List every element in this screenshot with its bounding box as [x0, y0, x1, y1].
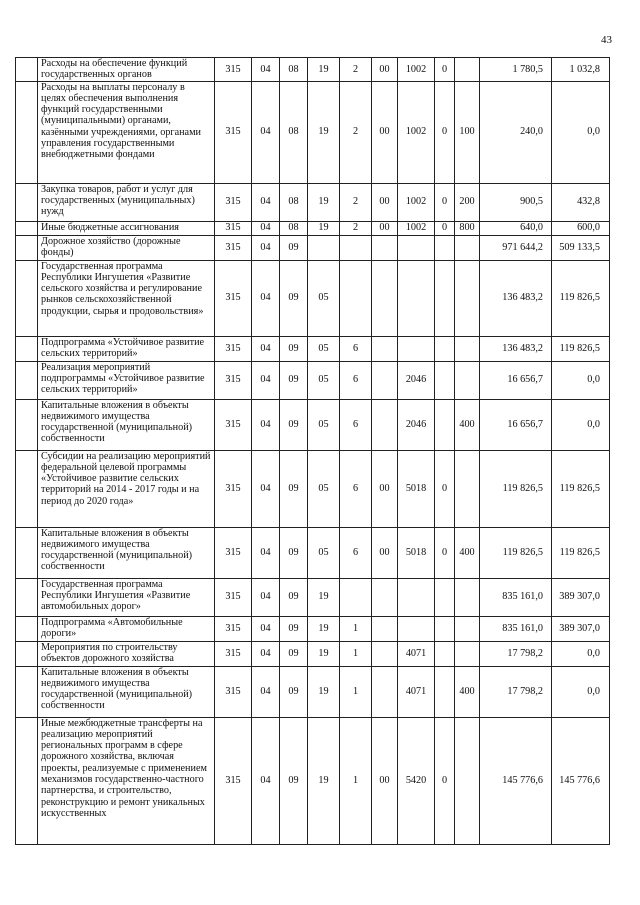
program-code-cell: 05	[308, 260, 340, 336]
row-index-cell	[16, 336, 38, 361]
subprogram-code-cell	[340, 260, 372, 336]
expense-type-cell: 200	[455, 183, 480, 221]
subsection-code-cell: 09	[280, 578, 308, 616]
department-code-cell: 315	[215, 641, 252, 666]
amount-2-cell: 509 133,5	[552, 235, 610, 260]
target-code-cell	[372, 641, 398, 666]
target-suffix-cell	[435, 235, 455, 260]
target-suffix-cell	[435, 666, 455, 717]
table-row	[16, 399, 610, 450]
direction-code-cell: 5018	[398, 527, 435, 578]
direction-code-cell: 1002	[398, 81, 435, 183]
table-row	[16, 235, 610, 260]
item-name-cell: Субсидии на реализацию мероприятий федеральной целевой программы «Устойчивое развитие сельских территорий на 2014 - 2017 годы и на период до 2020 года»	[38, 450, 215, 527]
subprogram-code-cell: 2	[340, 58, 372, 82]
department-code-cell: 315	[215, 336, 252, 361]
amount-2-cell: 1 032,8	[552, 58, 610, 82]
subsection-code-cell: 08	[280, 58, 308, 82]
subprogram-code-cell	[340, 235, 372, 260]
direction-code-cell: 4071	[398, 666, 435, 717]
amount-2-cell: 432,8	[552, 183, 610, 221]
program-code-cell: 19	[308, 81, 340, 183]
table-row	[16, 578, 610, 616]
direction-code-cell: 1002	[398, 183, 435, 221]
target-suffix-cell: 0	[435, 81, 455, 183]
target-suffix-cell	[435, 336, 455, 361]
section-code-cell: 04	[252, 666, 280, 717]
direction-code-cell	[398, 235, 435, 260]
amount-2-cell: 600,0	[552, 221, 610, 235]
department-code-cell: 315	[215, 260, 252, 336]
department-code-cell: 315	[215, 221, 252, 235]
subsection-code-cell: 09	[280, 361, 308, 399]
row-index-cell	[16, 58, 38, 82]
program-code-cell: 19	[308, 616, 340, 641]
row-index-cell	[16, 361, 38, 399]
table-row	[16, 183, 610, 221]
table-row	[16, 361, 610, 399]
target-suffix-cell: 0	[435, 183, 455, 221]
direction-code-cell: 4071	[398, 641, 435, 666]
program-code-cell: 19	[308, 221, 340, 235]
row-index-cell	[16, 578, 38, 616]
target-suffix-cell	[435, 616, 455, 641]
amount-2-cell: 119 826,5	[552, 527, 610, 578]
amount-2-cell: 119 826,5	[552, 336, 610, 361]
target-code-cell	[372, 666, 398, 717]
subsection-code-cell: 09	[280, 616, 308, 641]
subprogram-code-cell: 6	[340, 361, 372, 399]
amount-1-cell: 835 161,0	[480, 578, 552, 616]
program-code-cell: 19	[308, 641, 340, 666]
expense-type-cell	[455, 235, 480, 260]
subsection-code-cell: 09	[280, 527, 308, 578]
program-code-cell: 19	[308, 717, 340, 844]
amount-1-cell: 136 483,2	[480, 260, 552, 336]
subprogram-code-cell: 2	[340, 81, 372, 183]
amount-1-cell: 17 798,2	[480, 641, 552, 666]
section-code-cell: 04	[252, 221, 280, 235]
table-row	[16, 641, 610, 666]
program-code-cell: 05	[308, 399, 340, 450]
subprogram-code-cell: 6	[340, 399, 372, 450]
section-code-cell: 04	[252, 361, 280, 399]
item-name-cell: Капитальные вложения в объекты недвижимого имущества государственной (муниципальной) собственности	[38, 399, 215, 450]
subsection-code-cell: 08	[280, 183, 308, 221]
subsection-code-cell: 09	[280, 235, 308, 260]
amount-2-cell: 145 776,6	[552, 717, 610, 844]
amount-1-cell: 640,0	[480, 221, 552, 235]
subsection-code-cell: 09	[280, 450, 308, 527]
row-index-cell	[16, 527, 38, 578]
direction-code-cell	[398, 578, 435, 616]
direction-code-cell	[398, 616, 435, 641]
target-code-cell: 00	[372, 717, 398, 844]
item-name-cell: Подпрограмма «Устойчивое развитие сельских территорий»	[38, 336, 215, 361]
direction-code-cell: 1002	[398, 221, 435, 235]
amount-1-cell: 1 780,5	[480, 58, 552, 82]
item-name-cell: Мероприятия по строительству объектов дорожного хозяйства	[38, 641, 215, 666]
amount-1-cell: 145 776,6	[480, 717, 552, 844]
target-code-cell	[372, 616, 398, 641]
subsection-code-cell: 09	[280, 399, 308, 450]
direction-code-cell: 1002	[398, 58, 435, 82]
target-suffix-cell: 0	[435, 527, 455, 578]
section-code-cell: 04	[252, 717, 280, 844]
target-code-cell: 00	[372, 527, 398, 578]
target-code-cell: 00	[372, 183, 398, 221]
subsection-code-cell: 09	[280, 641, 308, 666]
table-body	[16, 58, 610, 845]
department-code-cell: 315	[215, 578, 252, 616]
section-code-cell: 04	[252, 527, 280, 578]
row-index-cell	[16, 221, 38, 235]
row-index-cell	[16, 235, 38, 260]
amount-1-cell: 119 826,5	[480, 450, 552, 527]
row-index-cell	[16, 260, 38, 336]
target-suffix-cell: 0	[435, 717, 455, 844]
table-row	[16, 81, 610, 183]
section-code-cell: 04	[252, 235, 280, 260]
program-code-cell: 19	[308, 58, 340, 82]
section-code-cell: 04	[252, 336, 280, 361]
expense-type-cell	[455, 336, 480, 361]
section-code-cell: 04	[252, 450, 280, 527]
item-name-cell: Иные бюджетные ассигнования	[38, 221, 215, 235]
row-index-cell	[16, 616, 38, 641]
program-code-cell: 05	[308, 527, 340, 578]
department-code-cell: 315	[215, 235, 252, 260]
item-name-cell: Иные межбюджетные трансферты на реализацию мероприятий региональных программ в сфере дорожного хозяйства, включая проекты, реализуемые с применением механизмов государственно-частного партнерства, и строительство, реконструкцию и ремонт уникальных искусственных	[38, 717, 215, 844]
row-index-cell	[16, 81, 38, 183]
expense-type-cell: 400	[455, 666, 480, 717]
department-code-cell: 315	[215, 717, 252, 844]
table-row	[16, 221, 610, 235]
section-code-cell: 04	[252, 578, 280, 616]
amount-1-cell: 119 826,5	[480, 527, 552, 578]
subprogram-code-cell: 1	[340, 717, 372, 844]
section-code-cell: 04	[252, 399, 280, 450]
amount-1-cell: 136 483,2	[480, 336, 552, 361]
item-name-cell: Дорожное хозяйство (дорожные фонды)	[38, 235, 215, 260]
expense-type-cell: 400	[455, 527, 480, 578]
item-name-cell: Реализация мероприятий подпрограммы «Устойчивое развитие сельских территорий»	[38, 361, 215, 399]
program-code-cell: 05	[308, 450, 340, 527]
subprogram-code-cell	[340, 578, 372, 616]
row-index-cell	[16, 450, 38, 527]
amount-1-cell: 16 656,7	[480, 399, 552, 450]
program-code-cell: 19	[308, 183, 340, 221]
department-code-cell: 315	[215, 58, 252, 82]
table-row	[16, 717, 610, 844]
target-suffix-cell	[435, 578, 455, 616]
item-name-cell: Закупка товаров, работ и услуг для государственных (муниципальных) нужд	[38, 183, 215, 221]
item-name-cell: Расходы на выплаты персоналу в целях обеспечения выполнения функций государственными (муниципальными) органами, казёнными учреждениями, органами управления государственными внебюджетными фондами	[38, 81, 215, 183]
subsection-code-cell: 09	[280, 260, 308, 336]
item-name-cell: Капитальные вложения в объекты недвижимого имущества государственной (муниципальной) собственности	[38, 527, 215, 578]
program-code-cell: 05	[308, 336, 340, 361]
section-code-cell: 04	[252, 641, 280, 666]
direction-code-cell: 5018	[398, 450, 435, 527]
subprogram-code-cell: 2	[340, 221, 372, 235]
section-code-cell: 04	[252, 183, 280, 221]
target-code-cell: 00	[372, 58, 398, 82]
department-code-cell: 315	[215, 399, 252, 450]
expense-type-cell	[455, 641, 480, 666]
target-code-cell	[372, 260, 398, 336]
amount-2-cell: 0,0	[552, 81, 610, 183]
amount-2-cell: 389 307,0	[552, 578, 610, 616]
direction-code-cell: 2046	[398, 399, 435, 450]
target-suffix-cell	[435, 361, 455, 399]
department-code-cell: 315	[215, 361, 252, 399]
item-name-cell: Расходы на обеспечение функций государственных органов	[38, 58, 215, 82]
department-code-cell: 315	[215, 81, 252, 183]
item-name-cell: Капитальные вложения в объекты недвижимого имущества государственной (муниципальной) собственности	[38, 666, 215, 717]
section-code-cell: 04	[252, 58, 280, 82]
section-code-cell: 04	[252, 260, 280, 336]
direction-code-cell: 2046	[398, 361, 435, 399]
table-row	[16, 616, 610, 641]
program-code-cell: 19	[308, 578, 340, 616]
expense-type-cell: 400	[455, 399, 480, 450]
amount-2-cell: 0,0	[552, 361, 610, 399]
target-suffix-cell: 0	[435, 221, 455, 235]
department-code-cell: 315	[215, 450, 252, 527]
row-index-cell	[16, 641, 38, 666]
target-code-cell	[372, 336, 398, 361]
item-name-cell: Государственная программа Республики Ингушетия «Развитие автомобильных дорог»	[38, 578, 215, 616]
program-code-cell	[308, 235, 340, 260]
target-code-cell: 00	[372, 221, 398, 235]
subsection-code-cell: 09	[280, 666, 308, 717]
subprogram-code-cell: 1	[340, 616, 372, 641]
department-code-cell: 315	[215, 666, 252, 717]
amount-2-cell: 0,0	[552, 666, 610, 717]
expense-type-cell	[455, 616, 480, 641]
expense-type-cell: 800	[455, 221, 480, 235]
amount-2-cell: 119 826,5	[552, 450, 610, 527]
row-index-cell	[16, 183, 38, 221]
department-code-cell: 315	[215, 616, 252, 641]
amount-2-cell: 0,0	[552, 399, 610, 450]
expense-type-cell: 100	[455, 81, 480, 183]
table-row	[16, 450, 610, 527]
expense-type-cell	[455, 260, 480, 336]
expense-type-cell	[455, 578, 480, 616]
subprogram-code-cell: 1	[340, 641, 372, 666]
subprogram-code-cell: 2	[340, 183, 372, 221]
expense-type-cell	[455, 450, 480, 527]
target-suffix-cell	[435, 641, 455, 666]
section-code-cell: 04	[252, 81, 280, 183]
target-suffix-cell: 0	[435, 450, 455, 527]
expense-type-cell	[455, 58, 480, 82]
table-row	[16, 336, 610, 361]
item-name-cell: Государственная программа Республики Ингушетия «Развитие сельского хозяйства и регулирование рынков сельскохозяйственной продукции, сырья и продовольствия»	[38, 260, 215, 336]
target-suffix-cell	[435, 399, 455, 450]
section-code-cell: 04	[252, 616, 280, 641]
direction-code-cell	[398, 260, 435, 336]
subsection-code-cell: 09	[280, 336, 308, 361]
program-code-cell: 05	[308, 361, 340, 399]
department-code-cell: 315	[215, 183, 252, 221]
amount-2-cell: 389 307,0	[552, 616, 610, 641]
subprogram-code-cell: 6	[340, 450, 372, 527]
amount-1-cell: 16 656,7	[480, 361, 552, 399]
subprogram-code-cell: 6	[340, 336, 372, 361]
amount-1-cell: 971 644,2	[480, 235, 552, 260]
department-code-cell: 315	[215, 527, 252, 578]
subsection-code-cell: 09	[280, 717, 308, 844]
page-number: 43	[601, 34, 612, 46]
table-row	[16, 666, 610, 717]
target-code-cell	[372, 361, 398, 399]
amount-1-cell: 835 161,0	[480, 616, 552, 641]
subprogram-code-cell: 6	[340, 527, 372, 578]
target-suffix-cell	[435, 260, 455, 336]
row-index-cell	[16, 666, 38, 717]
direction-code-cell: 5420	[398, 717, 435, 844]
amount-2-cell: 0,0	[552, 641, 610, 666]
subsection-code-cell: 08	[280, 81, 308, 183]
amount-2-cell: 119 826,5	[552, 260, 610, 336]
budget-table	[15, 57, 610, 845]
program-code-cell: 19	[308, 666, 340, 717]
row-index-cell	[16, 717, 38, 844]
table-row	[16, 58, 610, 82]
expense-type-cell	[455, 361, 480, 399]
amount-1-cell: 900,5	[480, 183, 552, 221]
item-name-cell: Подпрограмма «Автомобильные дороги»	[38, 616, 215, 641]
target-code-cell: 00	[372, 450, 398, 527]
target-code-cell	[372, 235, 398, 260]
table-row	[16, 260, 610, 336]
subprogram-code-cell: 1	[340, 666, 372, 717]
expense-type-cell	[455, 717, 480, 844]
amount-1-cell: 240,0	[480, 81, 552, 183]
amount-1-cell: 17 798,2	[480, 666, 552, 717]
direction-code-cell	[398, 336, 435, 361]
table-row	[16, 527, 610, 578]
target-code-cell	[372, 578, 398, 616]
target-code-cell: 00	[372, 81, 398, 183]
target-suffix-cell: 0	[435, 58, 455, 82]
target-code-cell	[372, 399, 398, 450]
subsection-code-cell: 08	[280, 221, 308, 235]
row-index-cell	[16, 399, 38, 450]
